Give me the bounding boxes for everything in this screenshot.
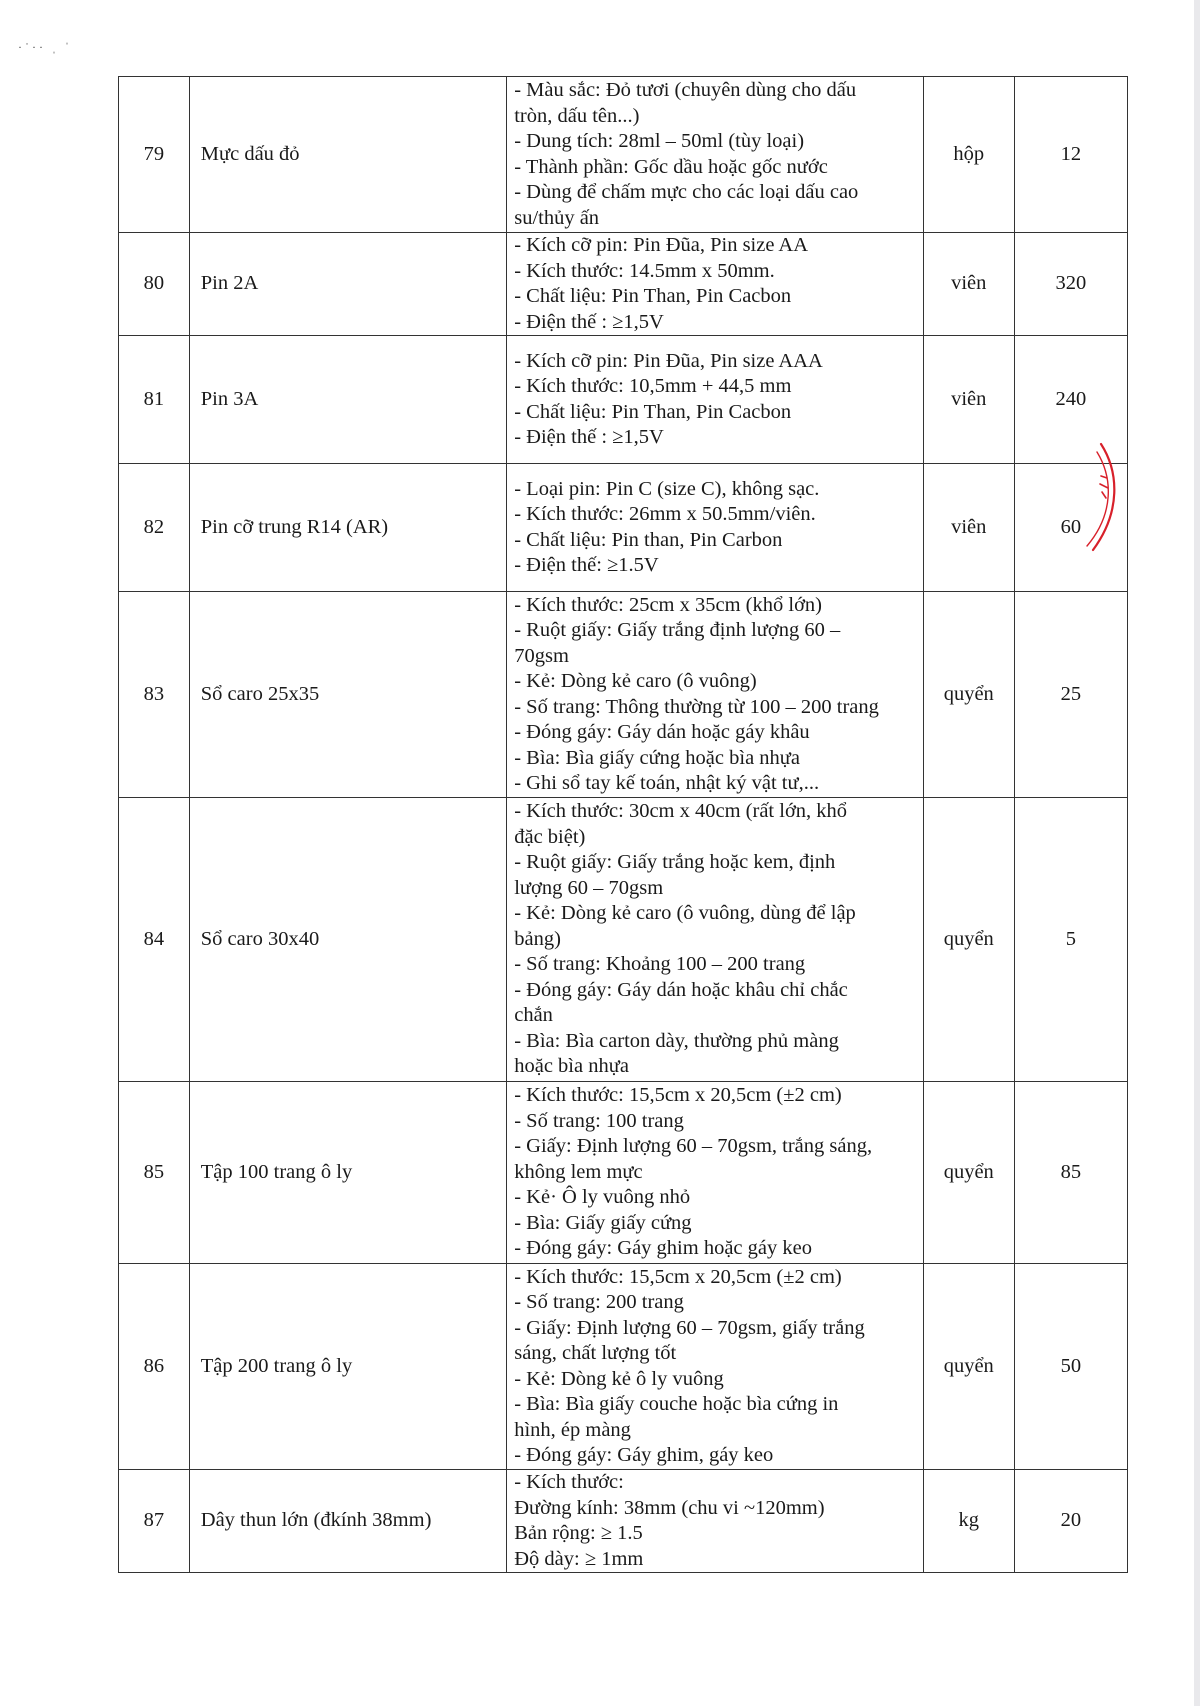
row-unit: viên [923,464,1014,592]
row-unit: viên [923,336,1014,464]
spec-line: - Bìa: Bìa giấy couche hoặc bìa cứng in [514,1393,839,1415]
row-qty-cell [1014,464,1127,592]
page-edge [1194,0,1200,1706]
spec-line: 70gsm [514,644,569,667]
spec-line: - Bìa: Bìa giấy cứng hoặc bìa nhựa [514,746,801,769]
spec-line: - Điện thế: ≥1.5V [514,554,659,576]
spec-line: - Kích cỡ pin: Pin Đũa, Pin size AA [514,234,809,256]
row-spec [507,1470,924,1573]
spec-line: sáng, chất lượng tốt [514,1342,677,1364]
spec-line: - Chất liệu: Pin Than, Pin Cacbon [514,400,792,423]
spec-line: - Dùng để chấm mực cho các loại dấu cao [514,181,859,203]
spec-line: bảng) [514,927,561,950]
spec-line: - Giấy: Định lượng 60 – 70gsm, giấy trắng [514,1316,865,1339]
spec-line: - Kích thước: 14.5mm x 50mm. [514,259,775,282]
spec-line: - Dung tích: 28ml – 50ml (tùy loại) [514,130,805,152]
row-stt: 81 [119,336,190,464]
spec-line: - Đóng gáy: Gáy ghim, gáy keo [514,1444,774,1466]
spec-line: - Ghi sổ tay kế toán, nhật ký vật tư,... [514,772,820,794]
spec-line: - Số trang: 100 trang [514,1109,684,1132]
row-unit: quyển [923,1264,1014,1470]
row-item-name: Tập 200 trang ô ly [189,1264,506,1470]
table-row [119,336,1128,464]
spec-line: - Đóng gáy: Gáy dán hoặc khâu chỉ chắc [514,978,848,1001]
spec-line: - Kẻ: Dòng kẻ ô ly vuông [514,1367,724,1390]
row-item-name: Pin 2A [189,233,506,336]
items-table [118,76,1128,1573]
row-item-name: Pin 3A [189,336,506,464]
spec-line: - Kích thước: 25cm x 35cm (khổ lớn) [514,593,822,616]
row-unit: kg [923,1470,1014,1573]
row-spec [507,336,924,464]
row-spec [507,77,924,233]
spec-line: - Loại pin: Pin C (size C), không sạc. [514,477,820,500]
spec-line: tròn, dấu tên...) [514,104,640,127]
spec-line: hình, ép màng [514,1418,631,1441]
row-qty: 25 [1014,592,1127,798]
row-stt: 79 [119,77,190,233]
row-stt: 80 [119,233,190,336]
table-row [119,77,1128,233]
row-item-name: Dây thun lớn (đkính 38mm) [189,1470,506,1573]
table-row [119,464,1128,592]
spec-line: - Giấy: Định lượng 60 – 70gsm, trắng sáng, [514,1135,873,1158]
row-item-name: Tập 100 trang ô ly [189,1082,506,1264]
table-row [119,1082,1128,1264]
spec-line: - Màu sắc: Đỏ tươi (chuyên dùng cho dấu [514,79,857,101]
row-unit: quyển [923,798,1014,1082]
spec-line: - Kích thước: 26mm x 50.5mm/viên. [514,503,816,525]
spec-line: - Chất liệu: Pin Than, Pin Cacbon [514,285,792,307]
row-qty: 50 [1014,1264,1127,1470]
row-stt: 83 [119,592,190,798]
spec-line: - Kích thước: [514,1471,624,1493]
spec-line: - Điện thế : ≥1,5V [514,426,664,448]
row-qty: 12 [1014,77,1127,233]
spec-line: - Chất liệu: Pin than, Pin Carbon [514,528,783,551]
row-unit: viên [923,233,1014,336]
row-qty: 320 [1014,233,1127,336]
row-qty: 60 [1060,515,1082,538]
row-stt: 86 [119,1264,190,1470]
row-qty: 20 [1014,1470,1127,1573]
row-item-name: Mực dấu đỏ [189,77,506,233]
row-qty: 85 [1014,1082,1127,1264]
spec-line: - Kẻ: Dòng kẻ caro (ô vuông) [514,670,757,692]
row-item-name: Pin cỡ trung R14 (AR) [189,464,506,592]
row-spec [507,1082,924,1264]
row-stt: 87 [119,1470,190,1573]
spec-line: - Thành phần: Gốc dầu hoặc gốc nước [514,155,828,178]
row-spec [507,233,924,336]
row-qty: 240 [1014,336,1127,464]
table-row [119,233,1128,336]
row-spec [507,1264,924,1470]
spec-line: - Đóng gáy: Gáy ghim hoặc gáy keo [514,1237,812,1260]
table-row [119,1470,1128,1573]
row-unit: quyển [923,1082,1014,1264]
row-stt: 84 [119,798,190,1082]
spec-line: đặc biệt) [514,825,586,848]
spec-line: lượng 60 – 70gsm [514,876,664,899]
spec-line: - Ruột giấy: Giấy trắng hoặc kem, định [514,851,836,874]
row-spec [507,798,924,1082]
table-row [119,1264,1128,1470]
spec-line: Độ dày: ≥ 1mm [514,1547,644,1570]
spec-line: - Đóng gáy: Gáy dán hoặc gáy khâu [514,721,810,743]
spec-line: - Kích thước: 30cm x 40cm (rất lớn, khổ [514,800,848,823]
table-row [119,592,1128,798]
spec-line: không lem mực [514,1160,643,1183]
row-item-name: Sổ caro 25x35 [189,592,506,798]
row-qty: 5 [1014,798,1127,1082]
spec-line: - Bìa: Bìa carton dày, thường phủ màng [514,1029,839,1052]
spec-line: - Bìa: Giấy giấy cứng [514,1211,692,1234]
table-row [119,798,1128,1082]
spec-line: Đường kính: 38mm (chu vi ~120mm) [514,1496,825,1519]
spec-line: - Số trang: Khoảng 100 – 200 trang [514,953,806,976]
spec-line: - Kích cỡ pin: Pin Đũa, Pin size AAA [514,349,823,372]
spec-line: - Số trang: 200 trang [514,1291,684,1313]
row-unit: quyển [923,592,1014,798]
spec-line: - Kẻ: Dòng kẻ caro (ô vuông, dùng để lập [514,902,856,925]
scan-specks: ·˙·· ˌ ˈ [18,40,72,54]
spec-line: hoặc bìa nhựa [514,1055,629,1078]
spec-line: - Kích thước: 15,5cm x 20,5cm (±2 cm) [514,1084,842,1107]
row-unit: hộp [923,77,1014,233]
spec-line: chắn [514,1004,553,1027]
spec-line: - Kích thước: 10,5mm + 44,5 mm [514,375,792,397]
row-stt: 82 [119,464,190,592]
spec-line: - Ruột giấy: Giấy trắng định lượng 60 – [514,619,841,641]
spec-line: - Số trang: Thông thường từ 100 – 200 trang [514,695,879,718]
spec-line: - Kích thước: 15,5cm x 20,5cm (±2 cm) [514,1265,842,1288]
row-spec [507,464,924,592]
row-stt: 85 [119,1082,190,1264]
spec-line: Bản rộng: ≥ 1.5 [514,1522,643,1544]
spec-line: - Kẻ· Ô ly vuông nhỏ [514,1186,691,1209]
spec-line: - Điện thế : ≥1,5V [514,310,664,333]
spec-line: su/thủy ấn [514,206,600,229]
row-spec [507,592,924,798]
row-item-name: Sổ caro 30x40 [189,798,506,1082]
